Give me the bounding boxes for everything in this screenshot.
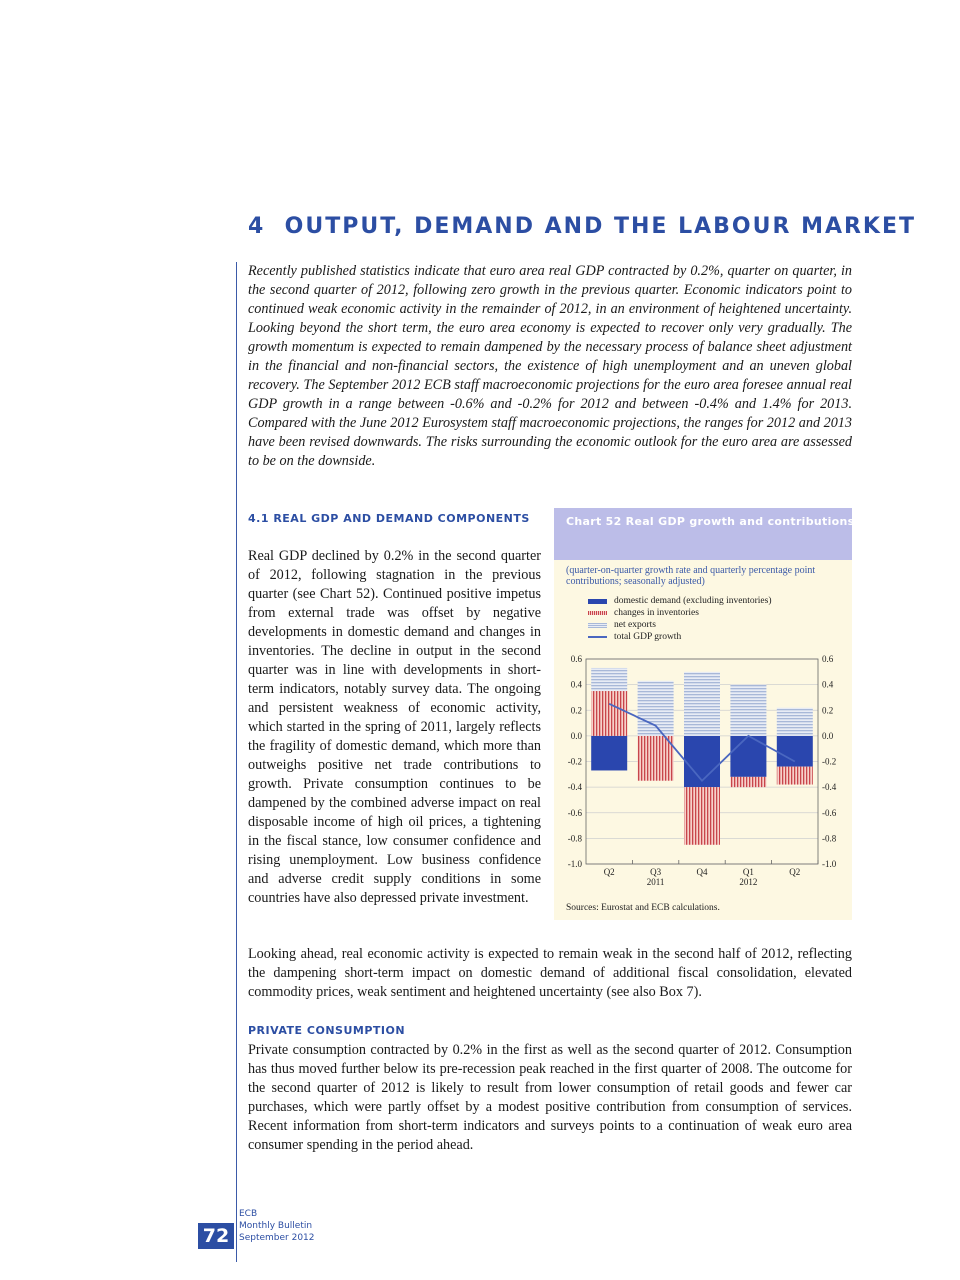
y-tick-label-right: -0.6 (822, 807, 837, 818)
bar-segment (638, 681, 674, 736)
section-title-text: OUTPUT, DEMAND AND THE LABOUR MARKET (284, 214, 917, 239)
chart-52 (554, 508, 855, 920)
legend-item-domestic (588, 595, 772, 607)
x-year-label: 2012 (739, 877, 758, 887)
legend-label-domestic: domestic demand (excluding inventories) (614, 596, 772, 606)
section-number: 4 (248, 214, 266, 239)
legend-item-inventories (588, 607, 772, 619)
legend-label-net-exports: net exports (614, 620, 656, 630)
legend-label-total: total GDP growth (614, 632, 682, 642)
y-tick-label-left: -1.0 (567, 859, 582, 869)
chart-source: Sources: Eurostat and ECB calculations. (566, 903, 720, 913)
x-tick-label: Q3 (650, 867, 662, 877)
footer-line-bulletin: Monthly Bulletin (239, 1221, 313, 1231)
x-tick-label: Q1 (742, 867, 754, 877)
x-tick-label: Q2 (789, 867, 801, 877)
legend-swatch-domestic (588, 599, 607, 604)
footer-line-ecb: ECB (239, 1209, 258, 1219)
y-tick-label-left: -0.6 (567, 807, 582, 818)
x-year-label: 2011 (646, 877, 665, 887)
subsection-heading: 4.1 REAL GDP AND DEMAND COMPONENTS (248, 512, 530, 525)
y-tick-label-right: -0.2 (822, 756, 837, 767)
bar-segment (730, 777, 766, 787)
bar-segment (684, 787, 720, 845)
bar-segment (638, 736, 674, 781)
y-tick-label-left: 0.4 (570, 679, 582, 690)
subsection-paragraph-2: Looking ahead, real economic activity is expected to remain weak in the second half of 2012, reflecting the dampening short-term impact on domestic demand of additional fiscal consolidation, elevated commodity prices, weak sentiment and heightened uncertainty (see also Box 7). (248, 946, 852, 1000)
x-tick-label: Q4 (696, 867, 708, 877)
chart-subtitle: (quarter-on-quarter growth rate and quarterly percentage point contributions; seasonally adjusted) (566, 565, 816, 587)
page-number: 72 (198, 1223, 234, 1249)
chart-legend (588, 595, 772, 643)
intro-summary: Recently published statistics indicate that euro area real GDP contracted by 0.2%, quarter on quarter, in the second quarter of 2012, following zero growth in the previous quarter. Economic indicators point to continued weak economic activity in the remainder of 2012, in an environment of heightened uncertainty. Looking beyond the short term, the euro area economy is expected to recover only very gradually. The growth momentum is expected to remain dampened by the necessary process of balance sheet adjustment in the financial and non-financial sectors, the existence of high unemployment and an uneven global recovery. The September 2012 ECB staff macroeconomic projections for the euro area foresee annual real GDP growth in a range between -0.6% and -0.2% for 2012 and between -0.4% and 1.4% for 2013. Compared with the June 2012 Eurosystem staff macroeconomic projections, the ranges for 2012 and 2013 have been revised downwards. The risks surrounding the economic outlook for the euro area are assessed to be on the downside. (248, 263, 852, 469)
y-tick-label-right: 0.0 (822, 730, 834, 741)
chart-title: Chart 52 Real GDP growth and contributions (566, 515, 855, 528)
footer-line-date: September 2012 (239, 1233, 315, 1243)
y-tick-label-right: -1.0 (822, 859, 837, 869)
section-title (248, 214, 916, 239)
y-tick-label-left: -0.4 (567, 782, 582, 793)
y-tick-label-right: 0.4 (822, 679, 834, 690)
legend-swatch-total (588, 636, 607, 638)
bar-segment (684, 672, 720, 736)
bar-segment (777, 736, 813, 767)
bar-segment (730, 685, 766, 736)
left-margin-rule (236, 262, 237, 1262)
bar-segment (777, 767, 813, 785)
footer-publication (239, 1208, 315, 1244)
bar-segment (591, 736, 627, 771)
y-tick-label-right: -0.4 (822, 782, 837, 793)
bar-segment (591, 668, 627, 691)
y-tick-label-right: 0.6 (822, 654, 834, 664)
legend-swatch-net-exports (588, 623, 607, 628)
legend-item-net-exports (588, 619, 772, 631)
private-consumption-paragraph: Private consumption contracted by 0.2% in the first as well as the second quarter of 2012. Consumption has thus moved further below its pre-recession peak reached in the first quarter of 2008. The outcome for the second quarter of 2012 is likely to result from lower consumption of retail goods and fewer car purchases, which were partly offset by a modest positive contribution from consumption of services. Recent information from short-term indicators and surveys points to a continuation of weak euro area consumer spending in the period ahead. (248, 1042, 852, 1153)
y-tick-label-right: 0.2 (822, 705, 834, 716)
y-tick-label-left: 0.2 (570, 705, 582, 716)
x-tick-label: Q2 (603, 867, 615, 877)
private-consumption-heading: PRIVATE CONSUMPTION (248, 1024, 406, 1037)
y-tick-label-left: -0.8 (567, 833, 582, 844)
y-tick-label-right: -0.8 (822, 833, 837, 844)
subsection-paragraph-1: Real GDP declined by 0.2% in the second quarter of 2012, following stagnation in the previous quarter (see Chart 52). Continued positive impetus from external trade was offset by negative developments in domestic demand and changes in inventories. The decline in output in the second quarter was in line with developments in short-term indicators, notably survey data. The ongoing and persistent weakness of economic activity, which started in the spring of 2011, largely reflects the fragility of domestic demand, which more than outweighs positive net trade contributions to growth. Private consumption continues to be dampened by the combined adverse impact on real disposable income of high oil prices, a tightening in the fiscal stance, low consumer confidence and rising unemployment. Low business confidence and adverse credit supply conditions in some countries have also depressed private investment. (248, 548, 541, 906)
bar-segment (591, 691, 627, 736)
legend-swatch-inventories (588, 611, 607, 615)
chart-plot (554, 508, 852, 898)
bar-segment (777, 708, 813, 736)
y-tick-label-left: 0.6 (570, 654, 582, 664)
legend-item-total (588, 631, 772, 643)
legend-label-inventories: changes in inventories (614, 608, 699, 618)
y-tick-label-left: -0.2 (567, 756, 582, 767)
y-tick-label-left: 0.0 (570, 730, 582, 741)
